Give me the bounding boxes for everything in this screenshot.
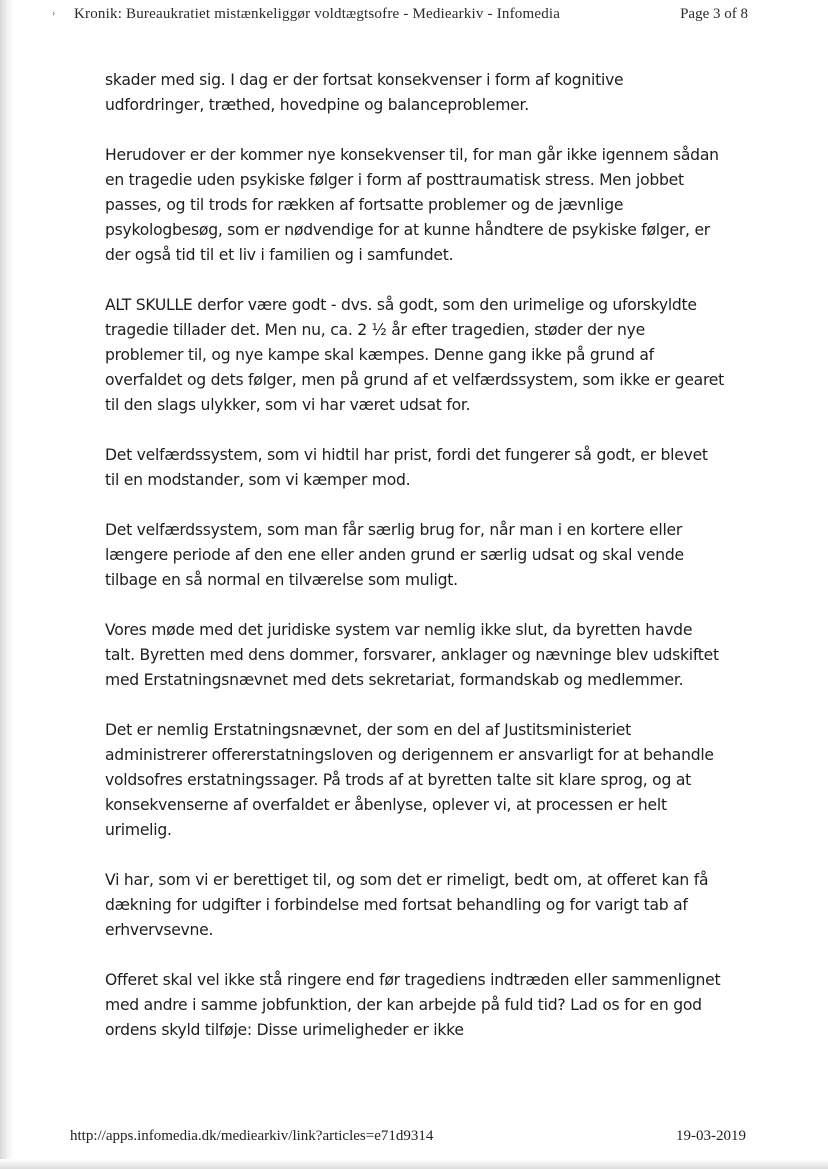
paragraph: Vores møde med det juridiske system var nemlig ikke slut, da byretten havde talt. Byretten med dens dommer, forsvarer, anklager og nævninge blev udskiftet med Erstatningsnævnet med dets sekretariat, formandskab og medlemmer. <box>105 621 719 689</box>
paragraph: Det velfærdssystem, som man får særlig brug for, når man i en kortere eller længere periode af den ene eller anden grund er særlig udsat og skal vende tilbage en så normal en tilværelse som muligt. <box>105 521 684 589</box>
paragraph: Offeret skal vel ikke stå ringere end før tragediens indtræden eller sammenlignet med andre i samme jobfunktion, der kan arbejde på fuld tid? Lad os for en god ordens skyld tilføje: Disse urimeligheder er ikke <box>105 971 721 1039</box>
document-title: Kronik: Bureaukratiet mistænkeliggør voldtægtsofre - Mediearkiv - Infomedia <box>74 6 561 22</box>
page-footer <box>70 1128 746 1150</box>
paragraph: Det er nemlig Erstatningsnævnet, der som en del af Justitsministeriet administrerer offererstatningsloven og derigennem er ansvarligt for at behandle voldsofres erstatningssager. På trods af at byretten talte sit klare sprog, og at konsekvenserne af overfaldet er åbenlyse, oplever vi, at processen er helt urimelig. <box>105 721 714 839</box>
print-date: 19-03-2019 <box>676 1128 746 1144</box>
source-url[interactable]: http://apps.infomedia.dk/mediearkiv/link?articles=e71d9314 <box>70 1128 434 1144</box>
header-mark: › <box>52 8 56 19</box>
page-header <box>52 4 752 26</box>
article-body <box>105 68 725 1068</box>
paragraph: Det velfærdssystem, som vi hidtil har prist, fordi det fungerer så godt, er blevet til en modstander, som vi kæmper mod. <box>105 446 708 489</box>
scan-edge-shadow <box>0 0 14 1169</box>
page-number: Page 3 of 8 <box>680 6 748 22</box>
paragraph: skader med sig. I dag er der fortsat konsekvenser i form af kognitive udfordringer, træthed, hovedpine og balanceproblemer. <box>105 71 624 114</box>
paragraph: Vi har, som vi er berettiget til, og som det er rimeligt, bedt om, at offeret kan få dækning for udgifter i forbindelse med fortsat behandling og for varigt tab af erhvervsevne. <box>105 871 709 939</box>
scan-bottom-shadow <box>0 1159 828 1169</box>
paragraph: ALT SKULLE derfor være godt - dvs. så godt, som den urimelige og uforskyldte tragedie tillader det. Men nu, ca. 2 ½ år efter tragedien, støder der nye problemer til, og nye kampe skal kæmpes. Denne gang ikke på grund af overfaldet og dets følger, men på grund af et velfærdssystem, som ikke er gearet til den slags ulykker, som vi har været udsat for. <box>105 296 725 414</box>
paragraph: Herudover er der kommer nye konsekvenser til, for man går ikke igennem sådan en tragedie uden psykiske følger i form af posttraumatisk stress. Men jobbet passes, og til trods for rækken af fortsatte problemer og de jævnlige psykologbesøg, som er nødvendige for at kunne håndtere de psykiske følger, er der også tid til et liv i familien og i samfundet. <box>105 146 719 264</box>
